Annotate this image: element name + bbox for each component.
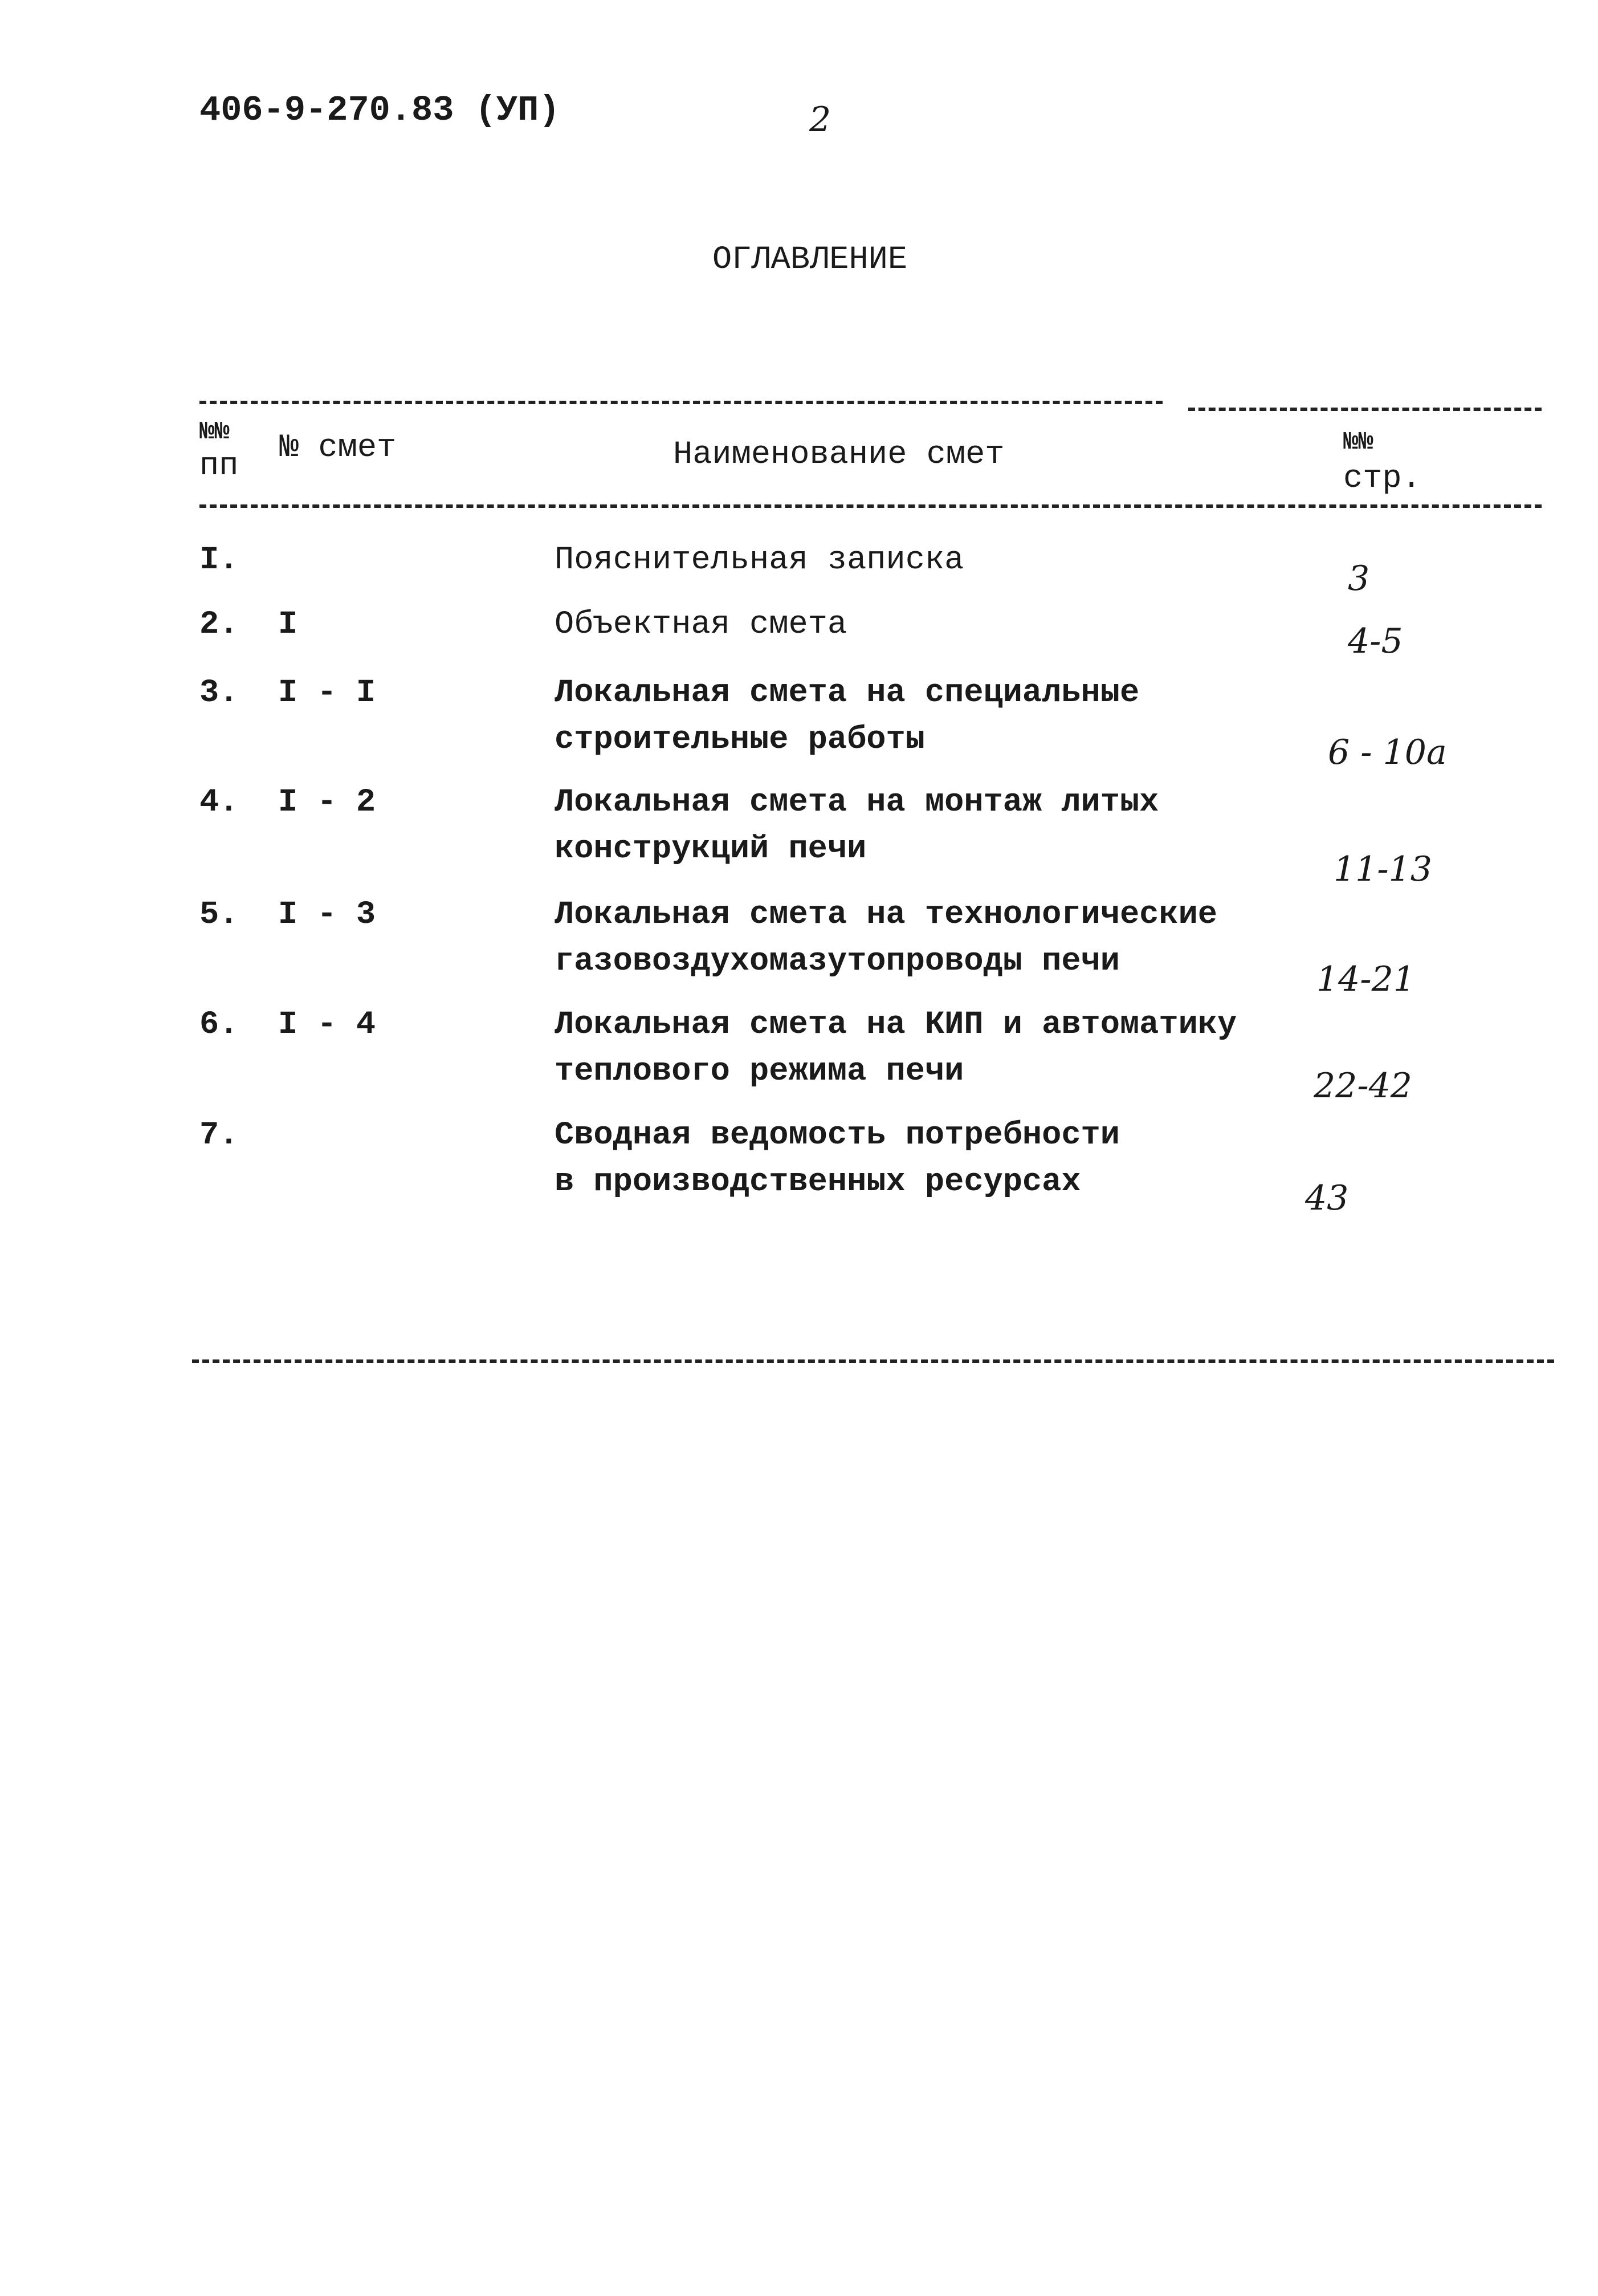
page-range: 6 - 10а bbox=[1328, 732, 1447, 772]
header-row-no-line1: №№ bbox=[199, 418, 230, 446]
estimate-code: I - 2 bbox=[278, 784, 376, 821]
page-number: 2 bbox=[809, 100, 831, 140]
row-number: 5. bbox=[199, 897, 239, 933]
row-number: 7. bbox=[199, 1117, 239, 1154]
divider-header bbox=[199, 504, 1542, 508]
header-name: Наименование смет bbox=[673, 437, 1005, 473]
estimate-code: I - I bbox=[278, 675, 376, 711]
estimate-code: I - 4 bbox=[278, 1007, 376, 1043]
page-range: 14-21 bbox=[1316, 959, 1415, 999]
row-number: 4. bbox=[199, 784, 239, 821]
estimate-name: конструкций печи bbox=[555, 831, 867, 868]
header-estimate-no: № смет bbox=[279, 430, 397, 466]
estimate-name: Локальная смета на специальные bbox=[555, 675, 1140, 711]
page-title: ОГЛАВЛЕНИЕ bbox=[712, 242, 908, 278]
page-range: 11-13 bbox=[1334, 849, 1432, 889]
document-code: 406-9-270.83 (УП) bbox=[199, 90, 560, 131]
estimate-name: Локальная смета на КИП и автоматику bbox=[555, 1007, 1237, 1043]
estimate-name: Объектная смета bbox=[555, 606, 847, 643]
estimate-name: в производственных ресурсах bbox=[555, 1164, 1081, 1200]
estimate-name: Сводная ведомость потребности bbox=[555, 1117, 1120, 1154]
estimate-code: I - 3 bbox=[278, 897, 376, 933]
row-number: 6. bbox=[199, 1007, 239, 1043]
divider-top-right bbox=[1188, 408, 1542, 411]
estimate-name: Локальная смета на монтаж литых bbox=[555, 784, 1159, 821]
page-range: 3 bbox=[1348, 559, 1370, 599]
divider-bottom bbox=[192, 1359, 1554, 1363]
divider-top-left bbox=[199, 401, 1163, 404]
estimate-code: I bbox=[278, 606, 298, 643]
page-range: 22-42 bbox=[1314, 1066, 1412, 1106]
estimate-name: Пояснительная записка bbox=[555, 542, 964, 579]
estimate-name: Локальная смета на технологические bbox=[555, 897, 1217, 933]
page-range: 43 bbox=[1305, 1178, 1349, 1218]
row-number: 2. bbox=[199, 606, 239, 643]
row-number: I. bbox=[199, 542, 239, 579]
page-range: 4-5 bbox=[1348, 621, 1403, 661]
header-pages-line2: стр. bbox=[1343, 461, 1421, 497]
estimate-name: строительные работы bbox=[555, 722, 925, 758]
estimate-name: теплового режима печи bbox=[555, 1053, 964, 1090]
header-pages-line1: №№ bbox=[1343, 428, 1373, 457]
estimate-name: газовоздухомазутопроводы печи bbox=[555, 943, 1120, 980]
row-number: 3. bbox=[199, 675, 239, 711]
header-row-no-line2: пп bbox=[199, 448, 239, 485]
